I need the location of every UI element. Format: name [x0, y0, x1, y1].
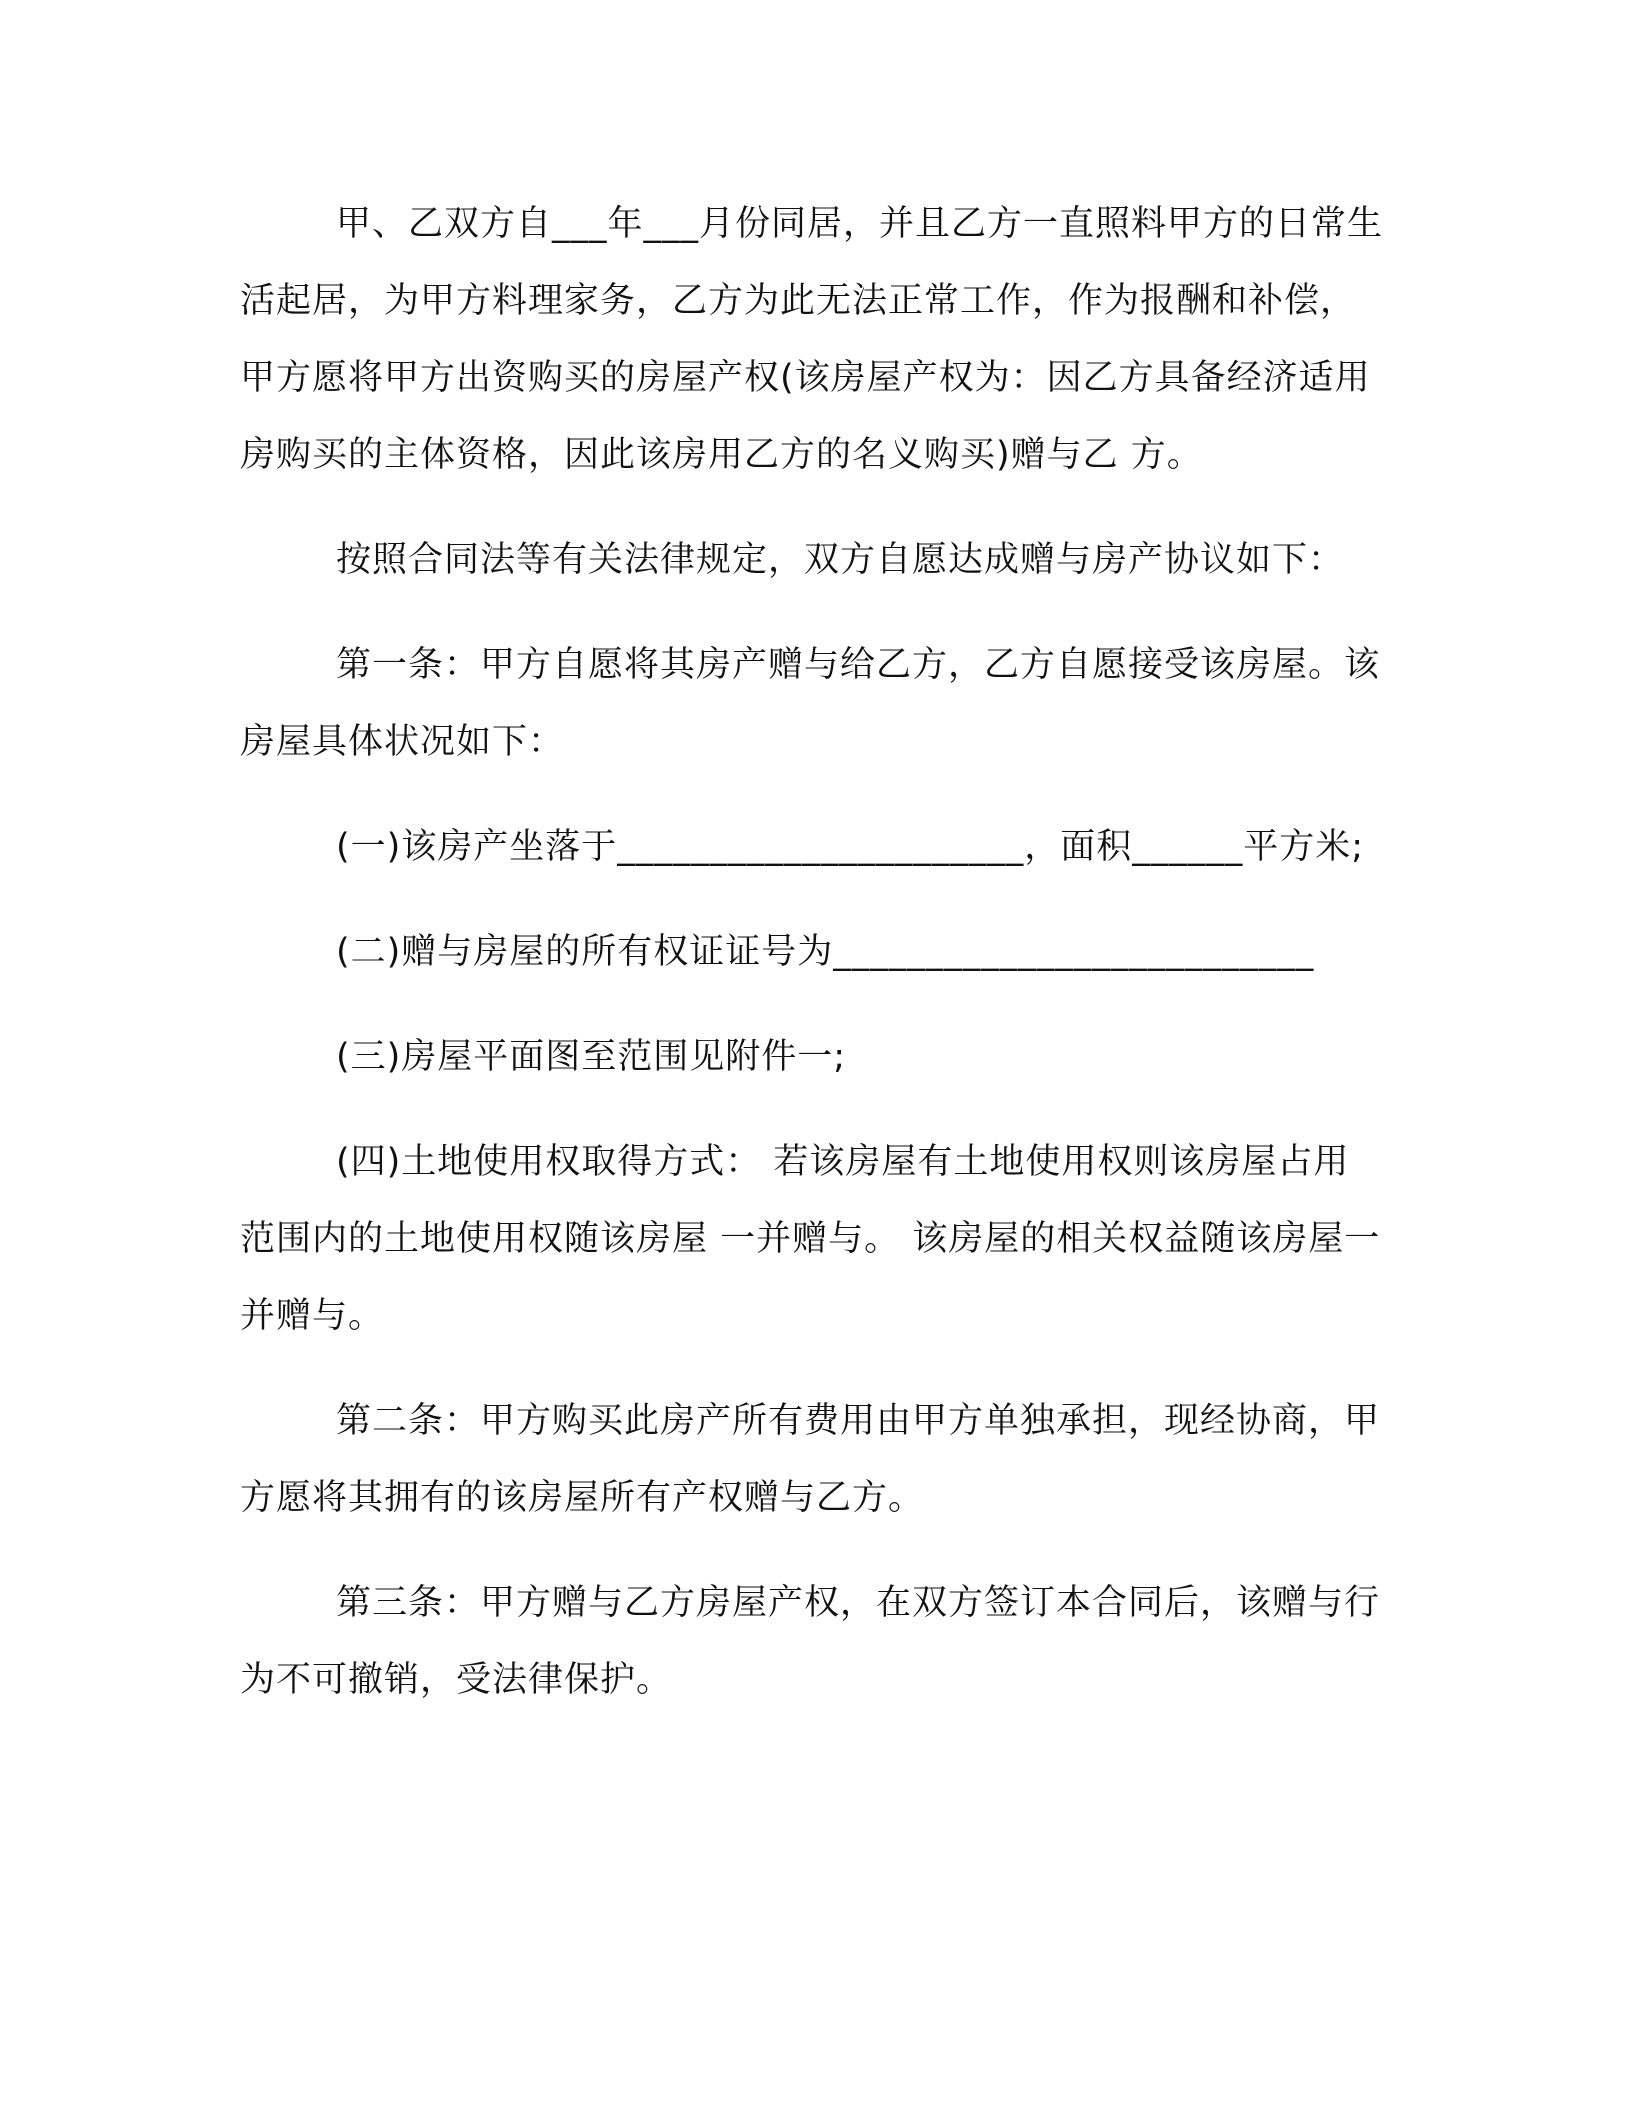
paragraph-article-1: 第一条：甲方自愿将其房产赠与给乙方，乙方自愿接受该房屋。该房屋具体状况如下： [240, 645, 1381, 762]
paragraph-item-2-certificate: (二)赠与房屋的所有权证证号为__________________________ [336, 932, 1315, 972]
paragraph-item-1-location: (一)该房产坐落于______________________，面积______平方米; [336, 827, 1365, 867]
paragraph-article-3: 第三条：甲方赠与乙方房屋产权，在双方签订本合同后，该赠与行为不可撤销，受法律保护。 [240, 1583, 1381, 1700]
document-body [240, 186, 1384, 1747]
paragraph-agreement-intro: 按照合同法等有关法律规定，双方自愿达成赠与房产协议如下： [336, 540, 1345, 580]
paragraph-cohabitation: 甲、乙双方自___年___月份同居，并且乙方一直照料甲方的日常生活起居，为甲方料理家务，乙方为此无法正常工作，作为报酬和补偿，甲方愿将甲方出资购买的房屋产权(该房屋产权为：因乙方具备经济适用房购买的主体资格，因此该房用乙方的名义购买)赠与乙 方。 [240, 204, 1384, 475]
paragraph-article-2: 第二条：甲方购买此房产所有费用由甲方单独承担，现经协商，甲方愿将其拥有的该房屋所有产权赠与乙方。 [240, 1401, 1381, 1518]
paragraph-item-4-land-use: (四)土地使用权取得方式： 若该房屋有土地使用权则该房屋占用范围内的土地使用权随该房屋 一并赠与。 该房屋的相关权益随该房屋一并赠与。 [240, 1142, 1381, 1336]
paragraph-item-3-floorplan: (三)房屋平面图至范围见附件一; [336, 1037, 847, 1077]
